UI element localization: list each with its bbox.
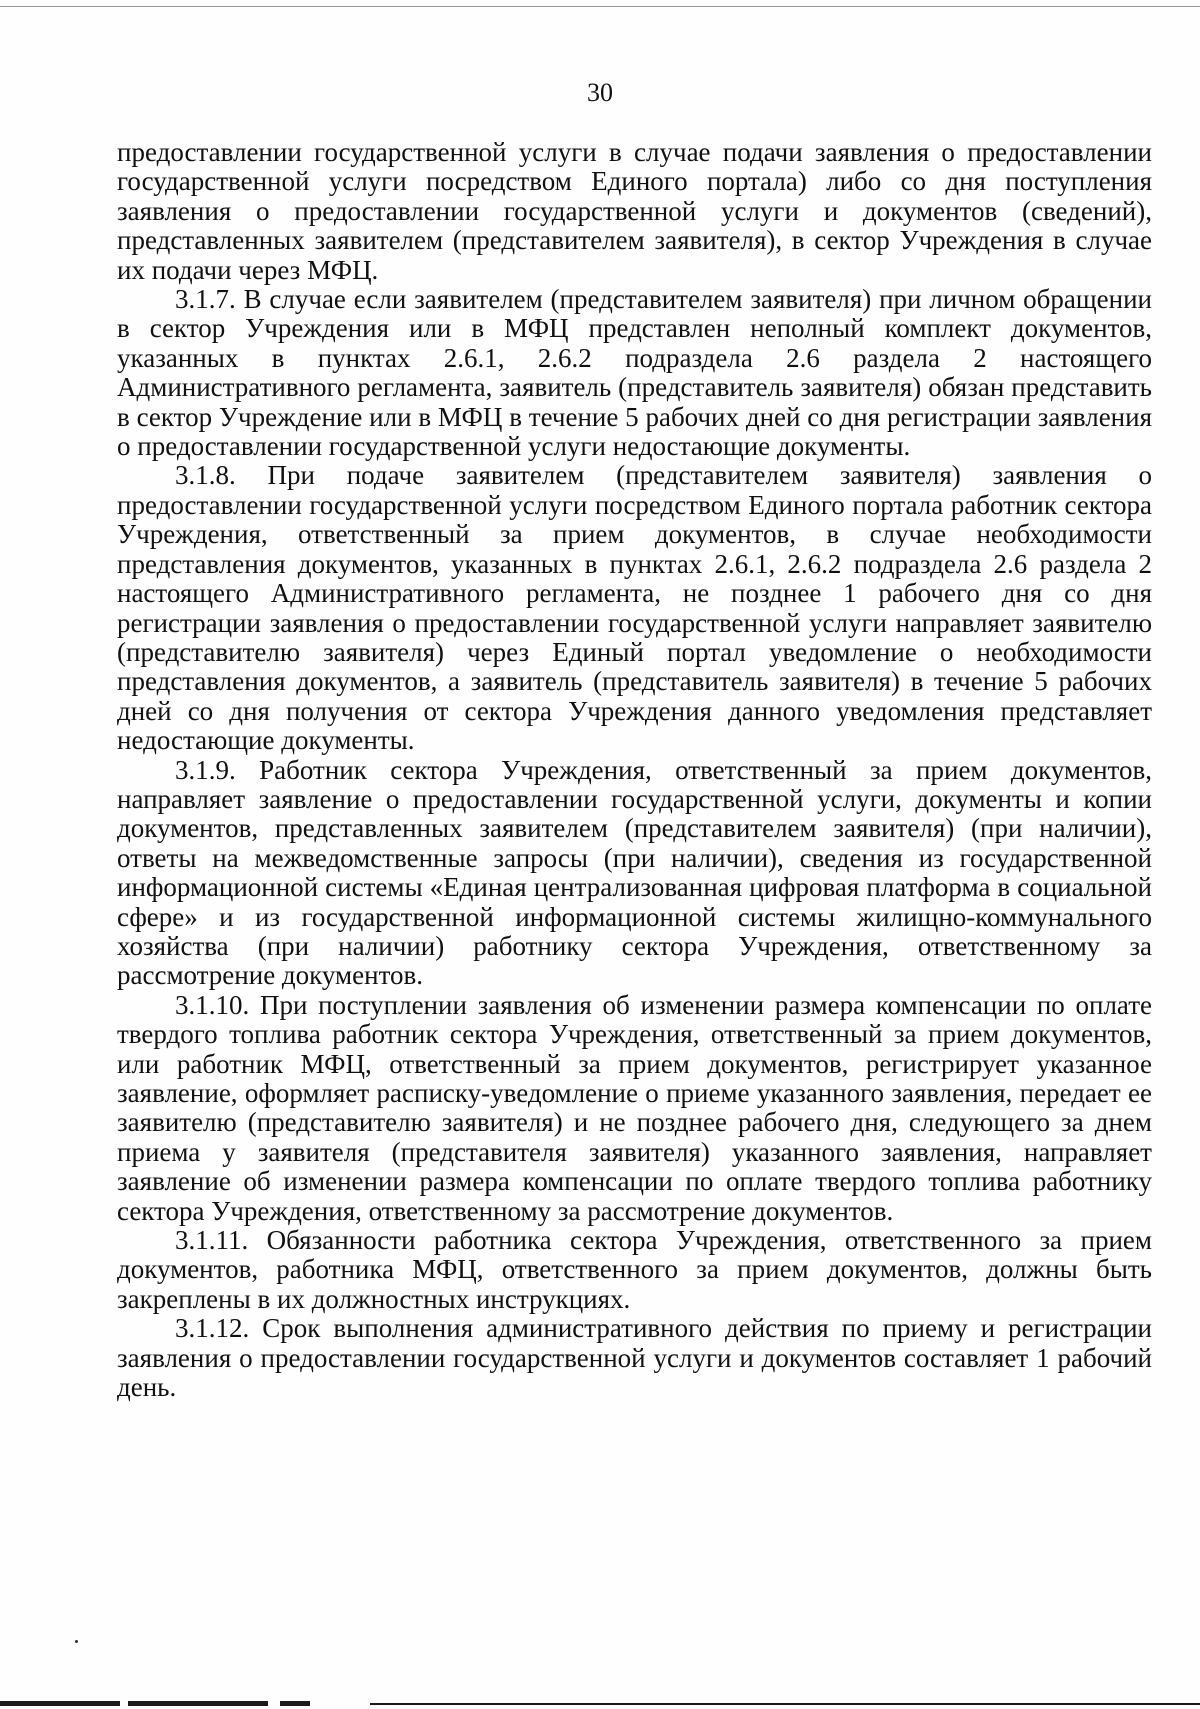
scan-top-edge (0, 6, 1200, 7)
paragraph-3-1-9: 3.1.9. Работник сектора Учреждения, ответственный за прием документов, направляет заявление о предоставлении государственной услуги, документы и копии документов, представленных заявителем (представителем заявителя) (при наличии), ответы на межведомственные запросы (при наличии), сведения из государственной информационной системы «Единая централизованная цифровая платформа в социальной сфере» и из государственной информационной системы жилищно-коммунального хозяйства (при наличии) работнику сектора Учреждения, ответственному за рассмотрение документов. (117, 754, 1152, 991)
paragraph-continuation: предоставлении государственной услуги в случае подачи заявления о предоставлении государственной услуги посредством Единого портала) либо со дня поступления заявления о предоставлении государственной услуги и документов (сведений), представленных заявителем (представителем заявителя), в сектор Учреждения в случае их подачи через МФЦ. (117, 137, 1152, 285)
scan-edge-segment (0, 1701, 120, 1706)
scan-edge-segment (280, 1701, 310, 1706)
paragraph-3-1-10: 3.1.10. При поступлении заявления об изменении размера компенсации по оплате твердого топлива работник сектора Учреждения, ответственный за прием документов, или работник МФЦ, ответственный за прием документов, регистрирует указанное заявление, оформляет расписку-уведомление о приеме указанного заявления, передает ее заявителю (представителю заявителя) и не позднее рабочего дня, следующего за днем приема у заявителя (представителя заявителя) указанного заявления, направляет заявление об изменении размера компенсации по оплате твердого топлива работнику сектора Учреждения, ответственному за рассмотрение документов. (117, 989, 1152, 1226)
page-number: 30 (587, 78, 613, 107)
paragraph-3-1-12: 3.1.12. Срок выполнения административного действия по приему и регистрации заявления о предоставлении государственной услуги и документов составляет 1 рабочий день. (117, 1313, 1152, 1403)
paragraph-3-1-7: 3.1.7. В случае если заявителем (представителем заявителя) при личном обращении в сектор Учреждения или в МФЦ представлен неполный комплект документов, указанных в пунктах 2.6.1, 2.6.2 подраздела 2.6 раздела 2 настоящего Административного регламента, заявитель (представитель заявителя) обязан представить в сектор Учреждение или в МФЦ в течение 5 рабочих дней со дня регистрации заявления о предоставлении государственной услуги недостающие документы. (117, 284, 1152, 462)
scan-speck (75, 1640, 78, 1643)
scan-edge-segment (128, 1701, 268, 1706)
paragraph-3-1-11: 3.1.11. Обязанности работника сектора Учреждения, ответственного за прием документов, работника МФЦ, ответственного за прием документов, должны быть закреплены в их должностных инструкциях. (117, 1225, 1152, 1314)
scan-bottom-edge (0, 1697, 1200, 1709)
scan-edge-segment (370, 1703, 1200, 1705)
paragraph-3-1-8: 3.1.8. При подаче заявителем (представителем заявителя) заявления о предоставлении государственной услуги посредством Единого портала работник сектора Учреждения, ответственный за прием документов, в случае необходимости представления документов, указанных в пунктах 2.6.1, 2.6.2 подраздела 2.6 раздела 2 настоящего Административного регламента, не позднее 1 рабочего дня со дня регистрации заявления о предоставлении государственной услуги направляет заявителю (представителю заявителя) через Единый портал уведомление о необходимости представления документов, а заявитель (представитель заявителя) в течение 5 рабочих дней со дня получения от сектора Учреждения данного уведомления представляет недостающие документы. (117, 460, 1152, 756)
document-body (117, 138, 1152, 1402)
